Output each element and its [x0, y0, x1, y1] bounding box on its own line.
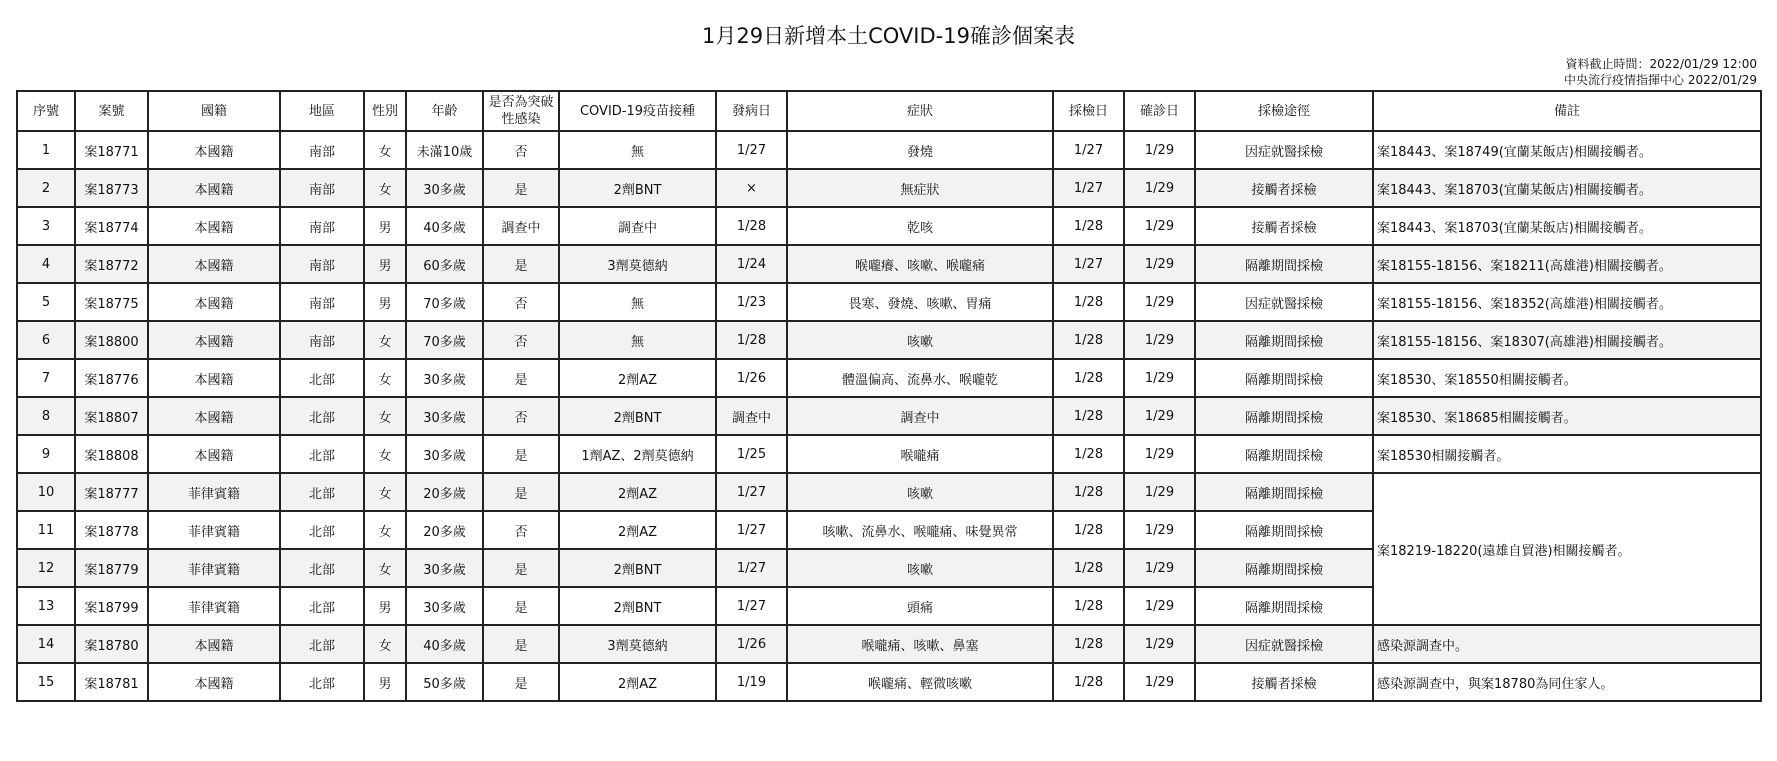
cell-case-id: 案18779: [75, 549, 148, 587]
header-col-vaccine: COVID-19疫苗接種: [559, 91, 716, 131]
table-row: [17, 321, 1761, 359]
cell-test-route: 因症就醫採檢: [1195, 283, 1373, 321]
cell-onset-date: 1/27: [716, 587, 787, 625]
cell-test-route: 因症就醫採檢: [1195, 131, 1373, 169]
cell-symptoms: 喉嚨痛、咳嗽、鼻塞: [787, 625, 1053, 663]
cell-test-route: 隔離期間採檢: [1195, 511, 1373, 549]
header-col-region: 地區: [280, 91, 364, 131]
report-meta: [1564, 56, 1757, 88]
cell-test-date: 1/28: [1053, 511, 1124, 549]
cell-sex: 女: [364, 435, 406, 473]
table-header-row: [17, 91, 1761, 131]
header-col-test-date: 採檢日: [1053, 91, 1124, 131]
cell-vaccine: 2劑BNT: [559, 587, 716, 625]
cell-onset-date: 1/24: [716, 245, 787, 283]
cell-test-route: 接觸者採檢: [1195, 169, 1373, 207]
cell-sex: 女: [364, 473, 406, 511]
header-col-confirm-date: 確診日: [1124, 91, 1195, 131]
cell-seq: 10: [17, 473, 75, 511]
cell-vaccine: 2劑BNT: [559, 169, 716, 207]
cell-test-route: 隔離期間採檢: [1195, 587, 1373, 625]
cell-age: 30多歲: [406, 435, 483, 473]
cell-case-id: 案18780: [75, 625, 148, 663]
cell-test-route: 隔離期間採檢: [1195, 435, 1373, 473]
cell-nationality: 本國籍: [148, 625, 280, 663]
cell-vaccine: 3劑莫德納: [559, 625, 716, 663]
cell-region: 南部: [280, 245, 364, 283]
cell-test-route: 隔離期間採檢: [1195, 397, 1373, 435]
cell-test-route: 接觸者採檢: [1195, 207, 1373, 245]
table-row: [17, 625, 1761, 663]
cell-vaccine: 調查中: [559, 207, 716, 245]
cell-confirm-date: 1/29: [1124, 169, 1195, 207]
cell-symptoms: 喉嚨痛: [787, 435, 1053, 473]
cell-age: 30多歲: [406, 169, 483, 207]
cell-confirm-date: 1/29: [1124, 321, 1195, 359]
cell-age: 30多歲: [406, 397, 483, 435]
cell-test-date: 1/28: [1053, 435, 1124, 473]
cell-case-id: 案18774: [75, 207, 148, 245]
cell-notes: 案18530、案18550相關接觸者。: [1373, 359, 1761, 397]
cell-symptoms: 發燒: [787, 131, 1053, 169]
cell-symptoms: 體溫偏高、流鼻水、喉嚨乾: [787, 359, 1053, 397]
cell-breakthrough: 否: [483, 283, 559, 321]
report-source: 中央流行疫情指揮中心 2022/01/29: [1564, 73, 1757, 87]
table-row: [17, 435, 1761, 473]
cell-nationality: 本國籍: [148, 397, 280, 435]
cell-sex: 女: [364, 169, 406, 207]
cell-test-date: 1/28: [1053, 663, 1124, 701]
cell-test-date: 1/27: [1053, 169, 1124, 207]
header-col-test-route: 採檢途徑: [1195, 91, 1373, 131]
cell-region: 北部: [280, 587, 364, 625]
cell-region: 北部: [280, 625, 364, 663]
data-cutoff-time: 資料截止時間：2022/01/29 12:00: [1565, 57, 1757, 71]
cell-symptoms: 無症狀: [787, 169, 1053, 207]
cell-breakthrough: 是: [483, 473, 559, 511]
cell-nationality: 菲律賓籍: [148, 511, 280, 549]
cell-region: 北部: [280, 397, 364, 435]
cell-sex: 女: [364, 625, 406, 663]
cell-seq: 12: [17, 549, 75, 587]
cell-vaccine: 2劑AZ: [559, 511, 716, 549]
cell-sex: 男: [364, 245, 406, 283]
cell-case-id: 案18800: [75, 321, 148, 359]
cell-onset-date: 1/28: [716, 321, 787, 359]
cell-sex: 女: [364, 397, 406, 435]
cell-symptoms: 咳嗽: [787, 549, 1053, 587]
cell-region: 北部: [280, 663, 364, 701]
cell-age: 60多歲: [406, 245, 483, 283]
cell-onset-date: 1/28: [716, 207, 787, 245]
cell-nationality: 菲律賓籍: [148, 473, 280, 511]
cell-vaccine: 2劑AZ: [559, 473, 716, 511]
cell-symptoms: 調查中: [787, 397, 1053, 435]
cell-breakthrough: 是: [483, 169, 559, 207]
cell-onset-date: 1/27: [716, 131, 787, 169]
cell-sex: 男: [364, 283, 406, 321]
cell-seq: 15: [17, 663, 75, 701]
table-row: [17, 283, 1761, 321]
cell-notes: 案18530相關接觸者。: [1373, 435, 1761, 473]
cell-age: 未滿10歲: [406, 131, 483, 169]
cell-region: 南部: [280, 169, 364, 207]
cell-nationality: 本國籍: [148, 435, 280, 473]
cell-seq: 14: [17, 625, 75, 663]
cell-age: 20多歲: [406, 473, 483, 511]
cell-test-route: 因症就醫採檢: [1195, 625, 1373, 663]
table-row: [17, 359, 1761, 397]
cell-test-date: 1/27: [1053, 131, 1124, 169]
cell-onset-date: 1/19: [716, 663, 787, 701]
cell-age: 70多歲: [406, 321, 483, 359]
cell-seq: 2: [17, 169, 75, 207]
cell-test-date: 1/27: [1053, 245, 1124, 283]
header-col-nationality: 國籍: [148, 91, 280, 131]
cell-age: 40多歲: [406, 207, 483, 245]
cell-seq: 1: [17, 131, 75, 169]
table-body: [17, 131, 1761, 701]
cell-sex: 女: [364, 511, 406, 549]
cell-breakthrough: 是: [483, 245, 559, 283]
cell-notes: 案18155-18156、案18211(高雄港)相關接觸者。: [1373, 245, 1761, 283]
cell-breakthrough: 調查中: [483, 207, 559, 245]
cell-nationality: 本國籍: [148, 283, 280, 321]
cell-test-date: 1/28: [1053, 283, 1124, 321]
cell-onset-date: 調查中: [716, 397, 787, 435]
cell-case-id: 案18799: [75, 587, 148, 625]
cell-onset-date: 1/23: [716, 283, 787, 321]
cell-symptoms: 頭痛: [787, 587, 1053, 625]
cell-symptoms: 咳嗽、流鼻水、喉嚨痛、味覺異常: [787, 511, 1053, 549]
cell-nationality: 本國籍: [148, 359, 280, 397]
cell-case-id: 案18771: [75, 131, 148, 169]
header-col-case-id: 案號: [75, 91, 148, 131]
cell-onset-date: 1/26: [716, 359, 787, 397]
table-row: [17, 397, 1761, 435]
case-table: [16, 90, 1762, 702]
cell-sex: 女: [364, 131, 406, 169]
cell-vaccine: 1劑AZ、2劑莫德納: [559, 435, 716, 473]
cell-case-id: 案18777: [75, 473, 148, 511]
cell-notes: 案18443、案18703(宜蘭某飯店)相關接觸者。: [1373, 207, 1761, 245]
cell-age: 30多歲: [406, 359, 483, 397]
cell-seq: 6: [17, 321, 75, 359]
cell-breakthrough: 是: [483, 587, 559, 625]
cell-confirm-date: 1/29: [1124, 549, 1195, 587]
cell-test-date: 1/28: [1053, 397, 1124, 435]
table-row: [17, 663, 1761, 701]
cell-symptoms: 乾咳: [787, 207, 1053, 245]
header-col-seq: 序號: [17, 91, 75, 131]
cell-confirm-date: 1/29: [1124, 283, 1195, 321]
cell-age: 40多歲: [406, 625, 483, 663]
cell-case-id: 案18775: [75, 283, 148, 321]
cell-breakthrough: 否: [483, 321, 559, 359]
cell-confirm-date: 1/29: [1124, 435, 1195, 473]
cell-age: 30多歲: [406, 587, 483, 625]
cell-confirm-date: 1/29: [1124, 359, 1195, 397]
cell-confirm-date: 1/29: [1124, 587, 1195, 625]
cell-vaccine: 2劑BNT: [559, 397, 716, 435]
cell-age: 50多歲: [406, 663, 483, 701]
cell-symptoms: 咳嗽: [787, 321, 1053, 359]
cell-seq: 4: [17, 245, 75, 283]
cell-confirm-date: 1/29: [1124, 207, 1195, 245]
cell-notes: 感染源調查中，與案18780為同住家人。: [1373, 663, 1761, 701]
cell-sex: 男: [364, 663, 406, 701]
cell-case-id: 案18808: [75, 435, 148, 473]
cell-symptoms: 喉嚨癢、咳嗽、喉嚨痛: [787, 245, 1053, 283]
cell-nationality: 本國籍: [148, 131, 280, 169]
cell-onset-date: 1/27: [716, 473, 787, 511]
cell-region: 南部: [280, 207, 364, 245]
cell-test-route: 隔離期間採檢: [1195, 359, 1373, 397]
cell-breakthrough: 是: [483, 625, 559, 663]
cell-vaccine: 無: [559, 131, 716, 169]
cell-onset-date: 1/27: [716, 549, 787, 587]
cell-symptoms: 畏寒、發燒、咳嗽、胃痛: [787, 283, 1053, 321]
cell-test-date: 1/28: [1053, 473, 1124, 511]
cell-seq: 3: [17, 207, 75, 245]
cell-test-route: 接觸者採檢: [1195, 663, 1373, 701]
cell-nationality: 本國籍: [148, 169, 280, 207]
cell-notes: 感染源調查中。: [1373, 625, 1761, 663]
table-row: [17, 473, 1761, 511]
cell-nationality: 菲律賓籍: [148, 549, 280, 587]
cell-case-id: 案18776: [75, 359, 148, 397]
header-col-notes: 備註: [1373, 91, 1761, 131]
cell-test-date: 1/28: [1053, 359, 1124, 397]
header-col-symptoms: 症狀: [787, 91, 1053, 131]
cell-confirm-date: 1/29: [1124, 473, 1195, 511]
cell-confirm-date: 1/29: [1124, 397, 1195, 435]
table-row: [17, 207, 1761, 245]
cell-onset-date: 1/27: [716, 511, 787, 549]
cell-nationality: 本國籍: [148, 207, 280, 245]
cell-notes: 案18530、案18685相關接觸者。: [1373, 397, 1761, 435]
cell-onset-date: 1/25: [716, 435, 787, 473]
cell-case-id: 案18781: [75, 663, 148, 701]
page-title: 1月29日新增本土COVID-19確診個案表: [702, 24, 1075, 48]
cell-notes: 案18155-18156、案18307(高雄港)相關接觸者。: [1373, 321, 1761, 359]
cell-test-date: 1/28: [1053, 321, 1124, 359]
cell-case-id: 案18778: [75, 511, 148, 549]
cell-seq: 7: [17, 359, 75, 397]
cell-seq: 11: [17, 511, 75, 549]
cell-breakthrough: 是: [483, 549, 559, 587]
cell-breakthrough: 否: [483, 397, 559, 435]
cell-region: 北部: [280, 435, 364, 473]
cell-onset-date: ×: [716, 169, 787, 207]
cell-seq: 9: [17, 435, 75, 473]
cell-breakthrough: 是: [483, 663, 559, 701]
cell-test-date: 1/28: [1053, 587, 1124, 625]
cell-age: 30多歲: [406, 549, 483, 587]
cell-sex: 男: [364, 587, 406, 625]
cell-region: 北部: [280, 511, 364, 549]
header-col-onset-date: 發病日: [716, 91, 787, 131]
cell-nationality: 菲律賓籍: [148, 587, 280, 625]
cell-region: 北部: [280, 359, 364, 397]
cell-breakthrough: 是: [483, 435, 559, 473]
cell-symptoms: 喉嚨痛、輕微咳嗽: [787, 663, 1053, 701]
cell-region: 北部: [280, 473, 364, 511]
cell-confirm-date: 1/29: [1124, 625, 1195, 663]
cell-nationality: 本國籍: [148, 245, 280, 283]
cell-breakthrough: 否: [483, 131, 559, 169]
cell-notes: 案18443、案18703(宜蘭某飯店)相關接觸者。: [1373, 169, 1761, 207]
cell-confirm-date: 1/29: [1124, 245, 1195, 283]
cell-region: 南部: [280, 131, 364, 169]
cell-vaccine: 無: [559, 283, 716, 321]
cell-test-date: 1/28: [1053, 549, 1124, 587]
cell-test-date: 1/28: [1053, 207, 1124, 245]
cell-region: 南部: [280, 283, 364, 321]
cell-region: 北部: [280, 549, 364, 587]
cell-confirm-date: 1/29: [1124, 663, 1195, 701]
cell-test-route: 隔離期間採檢: [1195, 321, 1373, 359]
cell-test-route: 隔離期間採檢: [1195, 245, 1373, 283]
cell-test-route: 隔離期間採檢: [1195, 549, 1373, 587]
cell-seq: 13: [17, 587, 75, 625]
cell-notes: 案18219-18220(遠雄自貿港)相關接觸者。: [1373, 473, 1761, 625]
cell-nationality: 本國籍: [148, 663, 280, 701]
cell-sex: 男: [364, 207, 406, 245]
cell-breakthrough: 是: [483, 359, 559, 397]
cell-test-route: 隔離期間採檢: [1195, 473, 1373, 511]
cell-age: 20多歲: [406, 511, 483, 549]
cell-seq: 5: [17, 283, 75, 321]
cell-vaccine: 2劑AZ: [559, 663, 716, 701]
table-row: [17, 169, 1761, 207]
cell-confirm-date: 1/29: [1124, 131, 1195, 169]
header-col-age: 年齡: [406, 91, 483, 131]
cell-notes: 案18443、案18749(宜蘭某飯店)相關接觸者。: [1373, 131, 1761, 169]
cell-onset-date: 1/26: [716, 625, 787, 663]
cell-notes: 案18155-18156、案18352(高雄港)相關接觸者。: [1373, 283, 1761, 321]
table-row: [17, 245, 1761, 283]
cell-case-id: 案18807: [75, 397, 148, 435]
header-col-breakthrough: 是否為突破性感染: [483, 91, 559, 131]
cell-vaccine: 3劑莫德納: [559, 245, 716, 283]
cell-test-date: 1/28: [1053, 625, 1124, 663]
cell-breakthrough: 否: [483, 511, 559, 549]
cell-region: 南部: [280, 321, 364, 359]
cell-vaccine: 2劑BNT: [559, 549, 716, 587]
cell-sex: 女: [364, 359, 406, 397]
cell-sex: 女: [364, 549, 406, 587]
cell-sex: 女: [364, 321, 406, 359]
cell-nationality: 本國籍: [148, 321, 280, 359]
cell-confirm-date: 1/29: [1124, 511, 1195, 549]
table-row: [17, 131, 1761, 169]
cell-vaccine: 2劑AZ: [559, 359, 716, 397]
cell-age: 70多歲: [406, 283, 483, 321]
cell-case-id: 案18772: [75, 245, 148, 283]
cell-symptoms: 咳嗽: [787, 473, 1053, 511]
cell-case-id: 案18773: [75, 169, 148, 207]
cell-vaccine: 無: [559, 321, 716, 359]
header-col-sex: 性別: [364, 91, 406, 131]
cell-seq: 8: [17, 397, 75, 435]
